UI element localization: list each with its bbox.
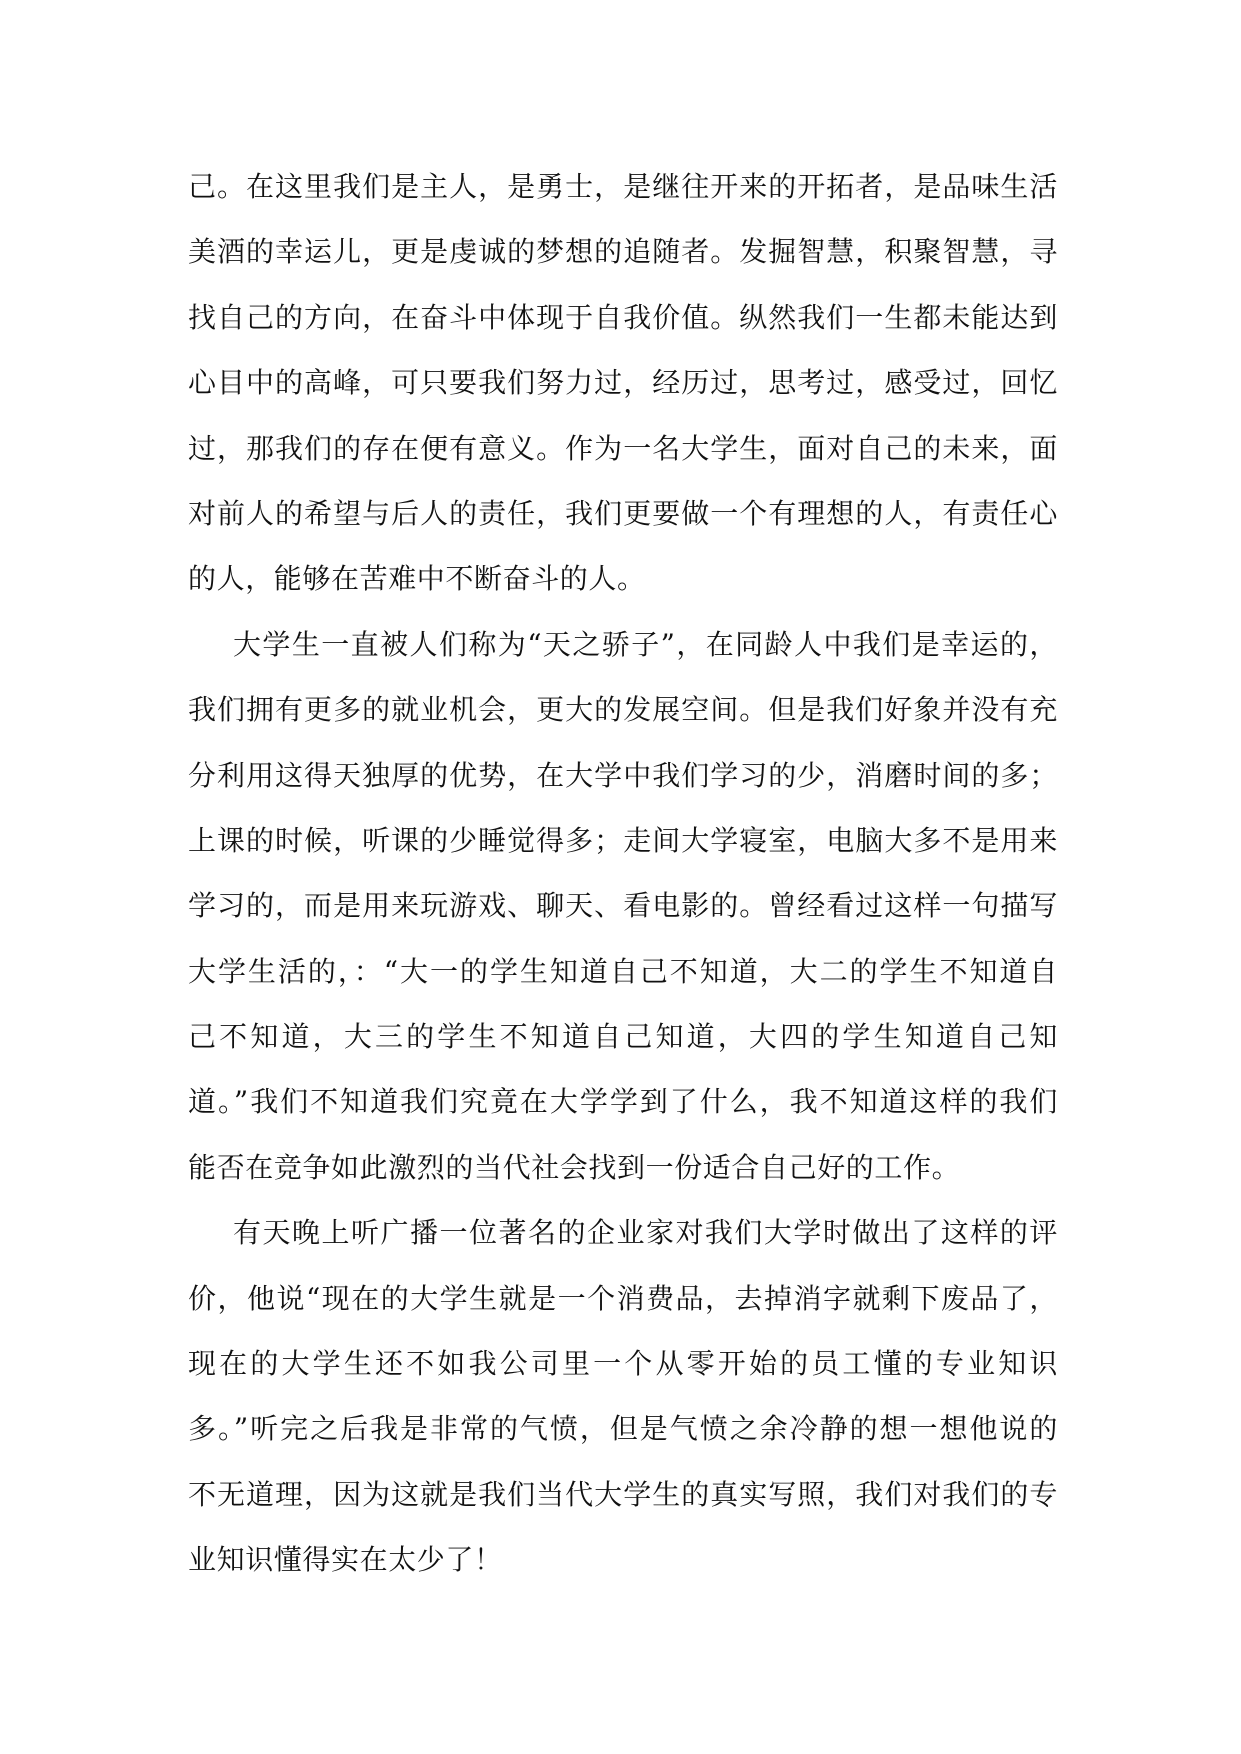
text-line: 心目中的高峰，可只要我们努力过，经历过，思考过，感受过，回忆: [188, 366, 1058, 400]
paragraph-start-line: 大学生一直被人们称为“天之骄子”，在同龄人中我们是幸运的，: [233, 627, 1058, 661]
text-line: 对前人的希望与后人的责任，我们更要做一个有理想的人，有责任心: [188, 496, 1058, 530]
text-line: 我们拥有更多的就业机会，更大的发展空间。但是我们好象并没有充: [188, 693, 1058, 727]
text-line: 大学生活的，：“大一的学生知道自己不知道，大二的学生不知道自: [188, 954, 1058, 988]
text-line: 上课的时候，听课的少睡觉得多；走间大学寝室，电脑大多不是用来: [188, 823, 1058, 857]
text-line: 己不知道，大三的学生不知道自己知道，大四的学生知道自己知: [188, 1020, 1058, 1054]
text-line: 现在的大学生还不如我公司里一个从零开始的员工懂的专业知识: [188, 1347, 1058, 1381]
text-line: 能否在竞争如此激烈的当代社会找到一份适合自己好的工作。: [188, 1150, 961, 1184]
text-line: 道。”我们不知道我们究竟在大学学到了什么，我不知道这样的我们: [188, 1085, 1058, 1119]
text-line: 美酒的幸运儿，更是虔诚的梦想的追随者。发掘智慧，积聚智慧，寻: [188, 235, 1058, 269]
body-text: [188, 154, 1058, 1593]
paragraph-start-line: 有天晚上听广播一位著名的企业家对我们大学时做出了这样的评: [233, 1216, 1058, 1250]
text-line: 己。在这里我们是主人，是勇士，是继往开来的开拓者，是品味生活: [188, 170, 1058, 203]
text-line: 的人，能够在苦难中不断奋斗的人。: [188, 562, 646, 596]
text-line: 学习的，而是用来玩游戏、聊天、看电影的。曾经看过这样一句描写: [188, 889, 1058, 923]
text-line: 不无道理，因为这就是我们当代大学生的真实写照，我们对我们的专: [188, 1477, 1058, 1511]
text-line: 业知识懂得实在太少了！: [188, 1543, 503, 1577]
text-line: 分利用这得天独厚的优势，在大学中我们学习的少，消磨时间的多；: [188, 758, 1058, 792]
text-line: 找自己的方向，在奋斗中体现于自我价值。纵然我们一生都未能达到: [188, 300, 1058, 334]
text-line: 过，那我们的存在便有意义。作为一名大学生，面对自己的未来，面: [188, 431, 1058, 465]
text-line: 价，他说“现在的大学生就是一个消费品，去掉消字就剩下废品了，: [188, 1281, 1058, 1315]
text-line: 多。”听完之后我是非常的气愤，但是气愤之余冷静的想一想他说的: [188, 1412, 1058, 1446]
